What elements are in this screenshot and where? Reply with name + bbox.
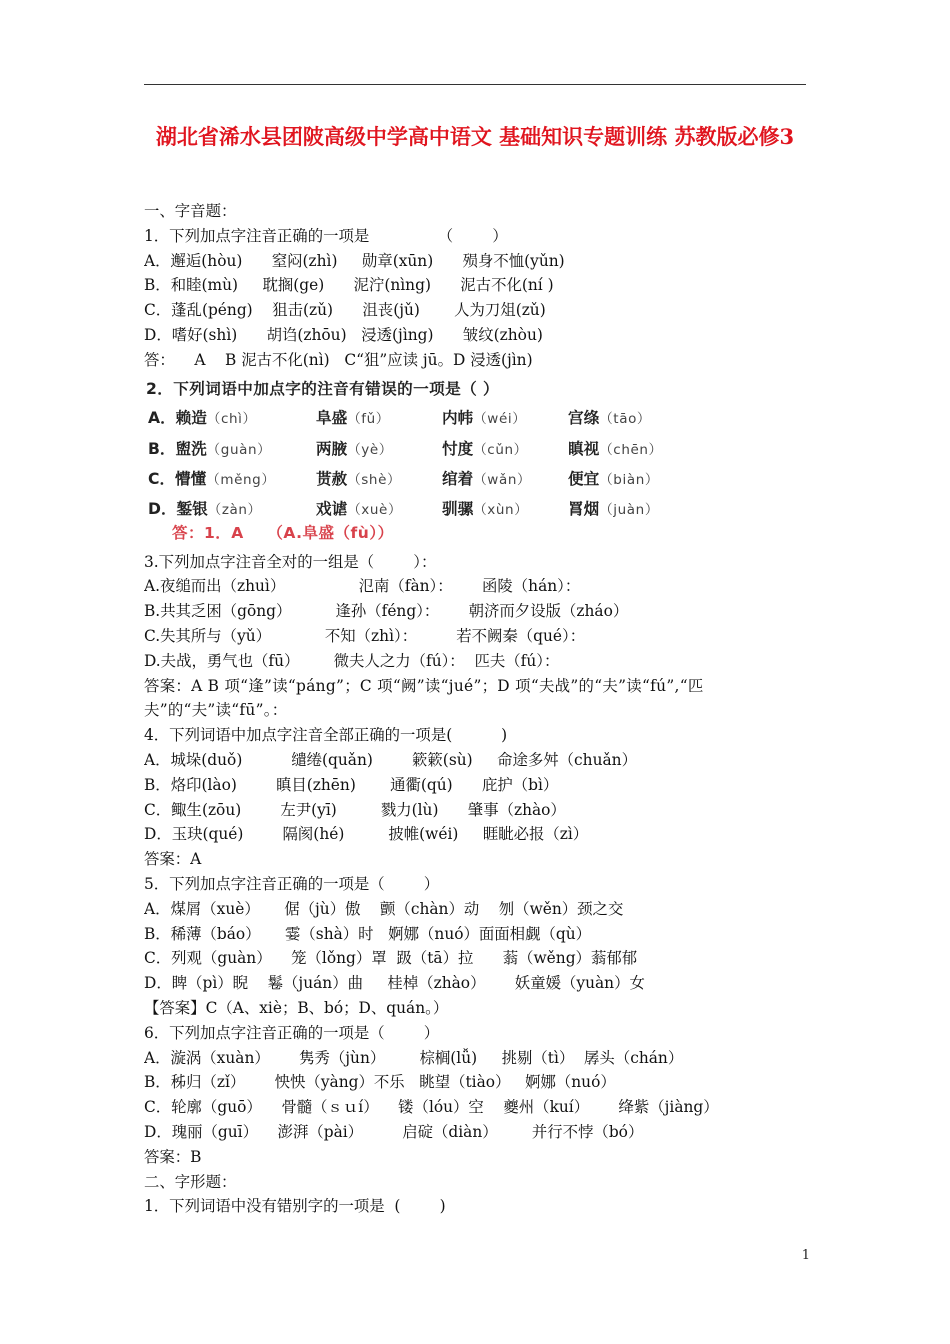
- option-pinyin: （zàn）: [207, 501, 262, 518]
- text-line: 5．下列加点字注音正确的一项是（ ）: [144, 874, 440, 893]
- text-line: B.共其乏困（gōng） 逢孙（féng）： 朝济而夕设版（zháo）: [144, 602, 629, 621]
- text-line: 3.下列加点字注音全对的一组是（ ）：: [144, 552, 437, 571]
- header-rule: [144, 84, 806, 85]
- image-option-row: [148, 467, 788, 495]
- text-line: D.夫战，勇气也（fū） 微夫人之力（fú）： 匹夫（fú）：: [144, 651, 560, 670]
- option-pinyin: （biàn）: [599, 471, 659, 488]
- question-3: [144, 550, 809, 674]
- text-line: B．稀薄（báo） 霎（shà）时 婀娜（nuó）面面相觑（qù）: [144, 924, 592, 943]
- text-line: C．轮廓（guō） 骨髓（ｓｕí） 镂（lóu）空 夔州（kuí） 绛紫（jiàng）: [144, 1098, 719, 1117]
- text-line: A．漩涡（xuàn） 隽秀（jùn） 棕榈(lǚ) 挑剔（tì） 孱头（chán）: [144, 1048, 684, 1067]
- text-line: 1．下列加点字注音正确的一项是 （ ）: [144, 226, 508, 245]
- option-word: 两腋: [316, 439, 348, 458]
- text-line: A．煤屑（xuè） 倨（jù）傲 颤（chàn）动 刎（wěn）颈之交: [144, 899, 624, 918]
- option-word: 瞋视: [568, 439, 600, 458]
- image-option-cell: [442, 467, 531, 493]
- text-line: 【答案】C（A、xiè；B、bó；D、quán。）: [144, 998, 449, 1017]
- text-line: 答案：B: [144, 1147, 202, 1166]
- question-3-answer: 答案：A B 项“逢”读“páng”；C 项“阙”读“jué”；D 项“夫战”的“夫”读“fú”,“匹夫”的“夫”读“fū”。：: [144, 676, 704, 720]
- text-line: C.失其所与（yǔ） 不知（zhì）： 若不阙秦（qué）：: [144, 626, 586, 645]
- embedded-question-image: [144, 375, 809, 550]
- image-option-row: [148, 406, 788, 434]
- option-word: 驯骡: [442, 499, 474, 518]
- option-pinyin: （wǎn）: [473, 471, 532, 488]
- text-line: B．和睦(mù) 耽搁(ge) 泥泞(nìng) 泥古不化(ní ): [144, 276, 554, 295]
- text-line: D．睥（pì）睨 鬈（juán）曲 桂棹（zhào） 妖童媛（yuàn）女: [144, 974, 645, 993]
- text-line: 答： A B 泥古不化(nì) C“狙”应读 jū。D 浸透(jìn): [144, 350, 533, 369]
- page-number: 1: [801, 1248, 810, 1263]
- text-line: 二、字形题：: [144, 1172, 237, 1191]
- image-option-cell: [148, 467, 275, 493]
- image-option-cell: [568, 406, 651, 432]
- text-line: D．玉玦(qué) 隔阂(hé) 披帷(wéi) 睚眦必报（zì）: [144, 825, 589, 844]
- image-option-cell: [442, 497, 528, 523]
- image-option-cell: [568, 467, 659, 493]
- image-option-cell: [316, 497, 402, 523]
- image-option-cell: [568, 497, 659, 523]
- text-line: B．烙印(lào) 瞋目(zhēn) 通衢(qú) 庇护（bì）: [144, 775, 559, 794]
- image-option-cell: [442, 437, 528, 463]
- questions-4-to-6: [144, 723, 809, 1219]
- text-line: C．鲰生(zōu) 左尹(yī) 戮力(lù) 肇事（zhào）: [144, 800, 566, 819]
- option-pinyin: （cǔn）: [473, 441, 528, 458]
- option-word: 宫绦: [568, 408, 600, 427]
- option-word: 贳赦: [316, 469, 348, 488]
- option-pinyin: （měng）: [206, 471, 276, 488]
- option-word: 绾着: [442, 469, 474, 488]
- option-word: C．懵懂: [148, 469, 207, 488]
- text-line: 4．下列词语中加点字注音全部正确的一项是( ): [144, 726, 508, 745]
- text-line: 一、字音题：: [144, 202, 237, 220]
- document-title: 湖北省浠水县团陂高级中学高中语文 基础知识专题训练 苏教版必修3: [155, 124, 795, 149]
- option-pinyin: （xuè）: [347, 501, 403, 518]
- text-line: 答案：A: [144, 850, 202, 869]
- text-line: A．城垛(duǒ) 缱绻(quǎn) 簌簌(sù) 命途多舛（chuǎn）: [144, 750, 637, 769]
- option-pinyin: （juàn）: [599, 501, 659, 518]
- image-option-cell: [316, 467, 401, 493]
- text-line: 1．下列词语中没有错别字的一项是 ( ): [144, 1197, 446, 1216]
- image-answer: 答：1．A （A.阜盛（fù））: [172, 523, 394, 542]
- image-option-cell: [148, 437, 271, 463]
- image-option-cell: [316, 406, 390, 432]
- image-option-row: [148, 437, 788, 465]
- image-option-cell: [316, 437, 393, 463]
- image-option-cell: [568, 437, 663, 463]
- option-pinyin: （tāo）: [599, 410, 652, 427]
- option-pinyin: （guàn）: [206, 441, 272, 458]
- option-word: D．錾银: [148, 499, 208, 518]
- option-pinyin: （chì）: [206, 410, 257, 427]
- option-pinyin: （yè）: [347, 441, 393, 458]
- image-option-cell: [148, 406, 257, 432]
- option-pinyin: （chēn）: [599, 441, 663, 458]
- option-word: 忖度: [442, 439, 474, 458]
- text-line: 6．下列加点字注音正确的一项是（ ）: [144, 1023, 440, 1042]
- option-word: B．盥洗: [148, 439, 207, 458]
- text-line: D．嗜好(shì) 胡诌(zhōu) 浸透(jìng) 皱纹(zhòu): [144, 325, 543, 344]
- text-line: B．秭归（zǐ） 怏怏（yàng）不乐 眺望（tiào） 婀娜（nuó）: [144, 1073, 616, 1092]
- document-body: [144, 199, 809, 1219]
- option-pinyin: （xùn）: [473, 501, 529, 518]
- text-line: C．列观（guàn） 笼（lǒng）罩 趿（tā）拉 蓊（wěng）蓊郁郁: [144, 949, 638, 968]
- image-option-cell: [442, 406, 526, 432]
- text-line: A．邂逅(hòu) 窒闷(zhì) 勋章(xūn) 殒身不恤(yǔn): [144, 251, 565, 270]
- option-pinyin: （fǔ）: [347, 410, 390, 427]
- section-pronunciation-q1: [144, 199, 809, 373]
- option-word: 内帏: [442, 408, 474, 427]
- text-line: D．瑰丽（guī） 澎湃（pài） 启碇（diàn） 并行不悖（bó）: [144, 1122, 644, 1141]
- option-pinyin: （wéi）: [473, 410, 527, 427]
- option-word: 罥烟: [568, 499, 600, 518]
- option-word: A．赖造: [148, 408, 207, 427]
- text-line: A.夜缒而出（zhuì） 氾南（fàn）： 函陵（hán）：: [144, 577, 581, 596]
- option-word: 便宜: [568, 469, 600, 488]
- image-question-stem: 2．下列词语中加点字的注音有错误的一项是（ ）: [146, 379, 499, 398]
- option-pinyin: （shè）: [347, 471, 402, 488]
- image-option-cell: [148, 497, 262, 523]
- option-word: 阜盛: [316, 408, 348, 427]
- option-word: 戏谑: [316, 499, 348, 518]
- text-line: C．蓬乱(péng) 狙击(zǔ) 沮丧(jǔ) 人为刀俎(zǔ): [144, 301, 546, 320]
